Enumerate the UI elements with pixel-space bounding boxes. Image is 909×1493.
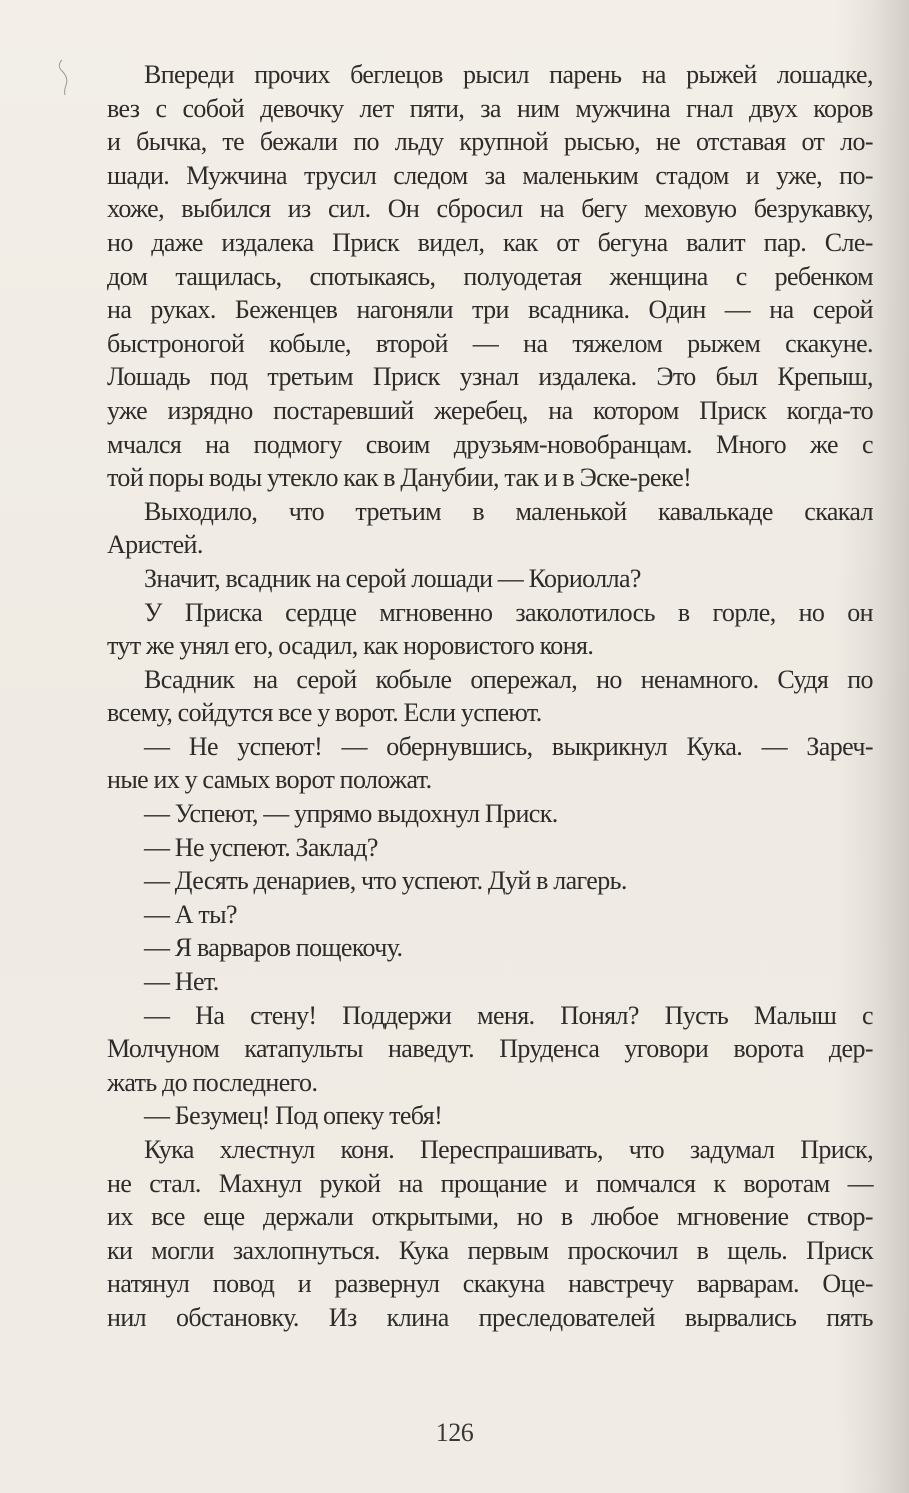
word: Из — [328, 1302, 357, 1332]
word: он — [847, 597, 873, 627]
word: Поддержи — [342, 1000, 452, 1030]
text-line: Значит, всадник на серой лошади — Кориолла? — [144, 563, 641, 593]
word: на — [523, 328, 548, 358]
text-line — [107, 226, 873, 260]
word: Крепыш, — [777, 362, 873, 392]
text-line: жать до последнего. — [107, 1067, 318, 1097]
word: три — [472, 295, 509, 325]
word: в — [696, 1235, 709, 1265]
word: горле, — [712, 597, 776, 627]
word: на — [539, 194, 564, 224]
word: дом — [107, 261, 148, 291]
word: пар. — [763, 227, 807, 257]
text-line — [107, 1167, 873, 1201]
word: безрукавку, — [753, 194, 873, 224]
word: их — [107, 1202, 133, 1232]
word: серой — [296, 664, 357, 694]
word: щель. — [727, 1235, 788, 1265]
text-line — [107, 360, 873, 394]
word: но — [798, 597, 825, 627]
word: Пруденса — [499, 1034, 600, 1064]
word: помчался — [595, 1168, 696, 1198]
text-line — [107, 428, 873, 462]
word: нил — [107, 1302, 147, 1332]
text-line — [107, 1133, 873, 1167]
word: беглецов — [350, 60, 443, 89]
word: лет — [359, 93, 394, 123]
word: трусил — [304, 160, 377, 190]
word: Один — [648, 295, 706, 325]
text-line: — Десять денариев, что успеют. Дуй в лагерь. — [144, 866, 627, 896]
word: Махнул — [218, 1168, 302, 1198]
word: любое — [590, 1202, 659, 1232]
word: за — [480, 93, 501, 123]
word: в — [472, 496, 485, 526]
word: Понял? — [560, 1000, 639, 1030]
word: с — [862, 1000, 873, 1030]
word: развернул — [334, 1269, 440, 1299]
word: девочку — [260, 93, 344, 123]
text-line — [107, 1234, 873, 1268]
word: подмогу — [253, 429, 342, 459]
word: спотыкаясь, — [309, 261, 436, 291]
word: и — [297, 1269, 312, 1299]
word: Выходило, — [144, 496, 258, 526]
word: был — [715, 362, 758, 392]
word: Переспрашивать, — [419, 1135, 603, 1164]
word: хоже, — [107, 194, 165, 224]
page-number: 126 — [435, 1418, 474, 1447]
word: выкрикнул — [551, 731, 668, 761]
word: же — [810, 429, 838, 459]
word: на — [769, 295, 794, 325]
text-line: тут же унял его, осадил, как норовистого коня. — [107, 631, 594, 661]
text-line: всему, сойдутся все у ворот. Если успеют. — [107, 698, 542, 728]
word: держали — [262, 1202, 354, 1232]
text-line: — Успеют, — упрямо выдохнул Приск. — [144, 799, 558, 829]
word: на — [641, 60, 666, 89]
word: третьим — [267, 362, 353, 392]
word: Кука — [398, 1235, 449, 1265]
word: на — [398, 1168, 423, 1198]
word: ворота — [733, 1034, 804, 1064]
word: Беженцев — [234, 295, 338, 325]
word: преследователей — [478, 1302, 655, 1332]
word: ним — [516, 93, 560, 123]
text-line — [107, 293, 873, 327]
word: — — [144, 731, 170, 761]
word: стал. — [149, 1168, 201, 1198]
word: рысью, — [563, 127, 641, 157]
word: льду — [394, 127, 444, 157]
word: шади. — [107, 160, 170, 190]
text-line — [107, 1032, 873, 1066]
word: Пусть — [664, 1000, 729, 1030]
word: коня. — [340, 1135, 395, 1164]
word: Молчуном — [107, 1034, 220, 1064]
word: — — [724, 295, 751, 325]
word: с — [155, 93, 167, 123]
word: навстречу — [568, 1269, 674, 1299]
word: но — [596, 664, 622, 694]
word: крупной — [459, 127, 549, 157]
word: даже — [151, 227, 203, 257]
word: с — [861, 429, 873, 459]
text-line: Аристей. — [107, 530, 203, 560]
word: парень — [549, 60, 622, 89]
word: Много — [715, 429, 787, 459]
word: успеют! — [237, 731, 323, 761]
word: Сле- — [824, 227, 873, 257]
word: на — [548, 395, 573, 425]
word: проскочил — [567, 1235, 678, 1265]
text-line — [107, 58, 873, 92]
word: но — [516, 1202, 543, 1232]
text-line — [107, 596, 873, 630]
word: рукой — [319, 1168, 381, 1198]
word: Лошадь — [107, 362, 191, 392]
word: Это — [656, 362, 696, 392]
word: котором — [593, 395, 679, 425]
word: — — [847, 1168, 873, 1198]
word: сердце — [285, 597, 357, 627]
word: вез — [107, 93, 140, 123]
word: что — [628, 1135, 665, 1164]
word: прощание — [440, 1168, 547, 1198]
text-line — [107, 394, 873, 428]
word: ки — [107, 1235, 133, 1265]
word: меня. — [477, 1000, 535, 1030]
word: могли — [151, 1235, 214, 1265]
word: в — [560, 1202, 573, 1232]
word: захлопнуться. — [232, 1235, 380, 1265]
word: На — [195, 1000, 225, 1030]
word: и — [107, 127, 121, 157]
word: тяжелом — [572, 328, 663, 358]
word: дер- — [828, 1034, 873, 1064]
word: на — [107, 295, 132, 325]
text-line — [107, 999, 873, 1033]
word: на — [253, 664, 278, 694]
text-line — [107, 260, 873, 294]
word: скакал — [804, 496, 873, 526]
text-line — [107, 495, 873, 529]
word: под — [209, 362, 248, 392]
text-line — [107, 92, 873, 126]
word: и — [564, 1168, 578, 1198]
word: Зареч- — [806, 731, 873, 761]
word: — — [341, 731, 367, 761]
word: — — [761, 731, 787, 761]
page-text — [107, 58, 873, 1335]
word: мужчина — [575, 93, 671, 123]
word: гнал — [686, 93, 734, 123]
word: за — [484, 160, 506, 190]
word: Судя — [777, 664, 829, 694]
word: опережал, — [470, 664, 578, 694]
word: Он — [387, 194, 420, 224]
word: выбился — [181, 194, 271, 224]
word: вырвались — [684, 1302, 797, 1332]
word: ненамного. — [640, 664, 759, 694]
word: бычка, — [136, 127, 207, 157]
word: второй — [375, 328, 448, 358]
word: еще — [203, 1202, 245, 1232]
word: Мужчина — [186, 160, 287, 190]
word: наведут. — [387, 1034, 475, 1064]
word: женщина — [609, 261, 708, 291]
word: катапульты — [244, 1034, 363, 1064]
word: кобыле — [375, 664, 452, 694]
text-line — [107, 327, 873, 361]
word: тащилась, — [175, 261, 282, 291]
word: когда-то — [786, 395, 873, 425]
word: следом — [393, 160, 468, 190]
word: жеребец, — [434, 395, 528, 425]
word: коров — [813, 93, 873, 123]
word: бегуна — [597, 227, 668, 257]
word: сбросил — [436, 194, 523, 224]
word: двух — [749, 93, 798, 123]
text-line: той поры воды утекло как в Данубии, так и в Эске-реке! — [107, 463, 692, 493]
word: створ- — [806, 1202, 873, 1232]
word: меховую — [644, 194, 737, 224]
word: Приск — [372, 362, 440, 392]
word: пять — [826, 1302, 873, 1332]
word: по- — [839, 160, 873, 190]
text-line: — Не успеют. Заклад? — [144, 832, 378, 862]
word: Малыш — [753, 1000, 837, 1030]
word: друзьям-новобранцам. — [453, 429, 692, 459]
word: на — [205, 429, 230, 459]
word: нагоняли — [356, 295, 453, 325]
word: но — [107, 227, 133, 257]
word: Не — [188, 731, 218, 761]
word: хлестнул — [219, 1135, 315, 1164]
word: серой — [812, 295, 873, 325]
word: от — [556, 227, 580, 257]
word: уже, — [776, 160, 823, 190]
word: воротам — [743, 1168, 830, 1198]
word: видел, — [417, 227, 485, 257]
word: издалека — [221, 227, 314, 257]
word: с — [735, 261, 747, 291]
word: кобыле, — [269, 328, 351, 358]
text-line: — Безумец! Под опеку тебя! — [144, 1101, 443, 1131]
word: Кука. — [686, 731, 743, 761]
pencil-mark-icon — [56, 58, 72, 98]
word: Приска — [184, 597, 263, 627]
word: быстроногой — [107, 328, 245, 358]
text-line — [107, 159, 873, 193]
word: мгновенно — [379, 597, 493, 627]
word: рыжей — [686, 60, 757, 89]
word: руках. — [150, 295, 216, 325]
word: собой — [182, 93, 245, 123]
word: сил. — [327, 194, 371, 224]
word: узнал — [459, 362, 519, 392]
word: бежали — [259, 127, 338, 157]
word: стену! — [250, 1000, 317, 1030]
word: заколотилось — [515, 597, 655, 627]
word: уже — [107, 395, 148, 425]
word: пяти, — [409, 93, 465, 123]
word: Приск — [332, 227, 400, 257]
word: повод — [212, 1269, 275, 1299]
word: Впереди — [144, 60, 234, 89]
word: третьим — [355, 496, 441, 526]
word: и — [745, 160, 760, 190]
word: по — [353, 127, 379, 157]
word: стадом — [655, 160, 729, 190]
word: уговори — [624, 1034, 709, 1064]
word: полуодетая — [463, 261, 582, 291]
word: лошадке, — [776, 60, 873, 89]
word: валит — [686, 227, 746, 257]
text-line — [107, 1267, 873, 1301]
word: к — [713, 1168, 726, 1198]
word: Кука — [144, 1135, 194, 1164]
word: что — [288, 496, 324, 526]
word: Приск, — [800, 1135, 873, 1164]
word: не — [655, 127, 681, 157]
word: в — [677, 597, 690, 627]
word: от — [801, 127, 825, 157]
word: ребенком — [774, 261, 873, 291]
text-line: — Я варваров пощекочу. — [144, 933, 403, 963]
word: обстановку. — [176, 1302, 299, 1332]
word: открытыми, — [371, 1202, 499, 1232]
word: маленькой — [515, 496, 627, 526]
word: постаревший — [273, 395, 414, 425]
word: клина — [386, 1302, 449, 1332]
word: обернувшись, — [386, 731, 533, 761]
word: как — [503, 227, 538, 257]
word: издалека. — [538, 362, 637, 392]
word: те — [222, 127, 245, 157]
word: бегу — [581, 194, 627, 224]
word: кавалькаде — [658, 496, 773, 526]
word: не — [107, 1168, 132, 1198]
word: — — [144, 1000, 170, 1030]
text-line: — А ты? — [144, 899, 237, 929]
word: прочих — [254, 60, 330, 89]
text-line: ные их у самых ворот положат. — [107, 765, 432, 795]
text-line — [107, 1301, 873, 1335]
word: отставая — [695, 127, 786, 157]
word: натянул — [107, 1269, 190, 1299]
text-line — [107, 1200, 873, 1234]
word: варварам. — [696, 1269, 799, 1299]
text-line: — Нет. — [144, 967, 219, 997]
word: мчался — [107, 429, 182, 459]
word: задумал — [689, 1135, 775, 1164]
word: маленьким — [522, 160, 639, 190]
word: все — [151, 1202, 185, 1232]
text-line — [107, 192, 873, 226]
word: Оце- — [822, 1269, 873, 1299]
word: Всадник — [144, 664, 235, 694]
word: мгновение — [676, 1202, 789, 1232]
word: всадника. — [527, 295, 630, 325]
text-line — [107, 730, 873, 764]
word: скакуна — [462, 1269, 545, 1299]
word: изрядно — [167, 395, 253, 425]
word: Приск — [806, 1235, 873, 1265]
word: — — [472, 328, 499, 358]
word: У — [144, 597, 162, 627]
word: по — [847, 664, 873, 694]
word: первым — [467, 1235, 549, 1265]
word: рыжем — [687, 328, 761, 358]
word: ло- — [840, 127, 873, 157]
word: рысил — [463, 60, 529, 89]
word: из — [287, 194, 311, 224]
word: скакуне. — [785, 328, 873, 358]
text-line — [107, 125, 873, 159]
word: Приск — [699, 395, 767, 425]
word: своим — [365, 429, 430, 459]
text-line — [107, 663, 873, 697]
